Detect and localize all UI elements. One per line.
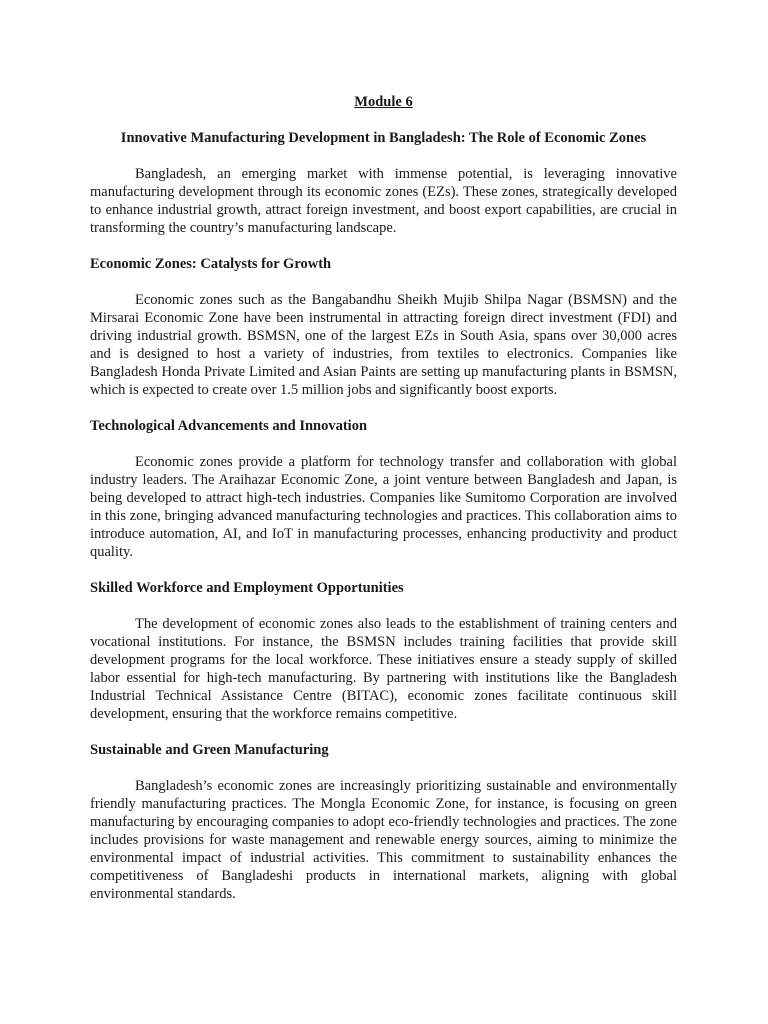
module-title: Module 6 xyxy=(354,94,413,110)
document-title: Innovative Manufacturing Development in Bangladesh: The Role of Economic Zones xyxy=(120,130,647,146)
section-body-workforce: The development of economic zones also leads to the establishment of training centers and vocational institutions. For instance, the BSMSN includes training facilities that provide skill development programs for the local workforce. These initiatives ensure a steady supply of skilled labor essential for high-tech manufacturing. By partnering with institutions like the Bangladesh Industrial Technical Assistance Centre (BITAC), economic zones facilitate continuous skill development, ensuring that the workforce remains competitive. xyxy=(90,616,677,722)
section-heading-growth: Economic Zones: Catalysts for Growth xyxy=(90,256,332,272)
section-heading-workforce: Skilled Workforce and Employment Opportunities xyxy=(90,580,404,596)
section-body-sustainability: Bangladesh’s economic zones are increasingly prioritizing sustainable and environmentally friendly manufacturing practices. The Mongla Economic Zone, for instance, is focusing on green manufacturing by encouraging companies to adopt eco-friendly technologies and practices. The zone includes provisions for waste management and renewable energy sources, aiming to minimize the environmental impact of industrial activities. This commitment to sustainability enhances the competitiveness of Bangladeshi products in international markets, aligning with global environmental standards. xyxy=(90,778,677,902)
section-heading-technology: Technological Advancements and Innovation xyxy=(90,418,368,434)
intro-paragraph: Bangladesh, an emerging market with immense potential, is leveraging innovative manufacturing development through its economic zones (EZs). These zones, strategically developed to enhance industrial growth, attract foreign investment, and boost export capabilities, are crucial in transforming the country’s manufacturing landscape. xyxy=(90,166,677,236)
section-body-technology: Economic zones provide a platform for technology transfer and collaboration with global industry leaders. The Araihazar Economic Zone, a joint venture between Bangladesh and Japan, is being developed to attract high-tech industries. Companies like Sumitomo Corporation are involved in this zone, bringing advanced manufacturing technologies and practices. This collaboration aims to introduce automation, AI, and IoT in manufacturing processes, enhancing productivity and product quality. xyxy=(90,454,677,560)
document-page xyxy=(90,93,677,921)
section-heading-sustainability: Sustainable and Green Manufacturing xyxy=(90,742,329,758)
section-body-growth: Economic zones such as the Bangabandhu Sheikh Mujib Shilpa Nagar (BSMSN) and the Mirsarai Economic Zone have been instrumental in attracting foreign direct investment (FDI) and driving industrial growth. BSMSN, one of the largest EZs in South Asia, spans over 30,000 acres and is designed to host a variety of industries, from textiles to electronics. Companies like Bangladesh Honda Private Limited and Asian Paints are setting up manufacturing plants in BSMSN, which is expected to create over 1.5 million jobs and significantly boost exports. xyxy=(90,292,677,398)
